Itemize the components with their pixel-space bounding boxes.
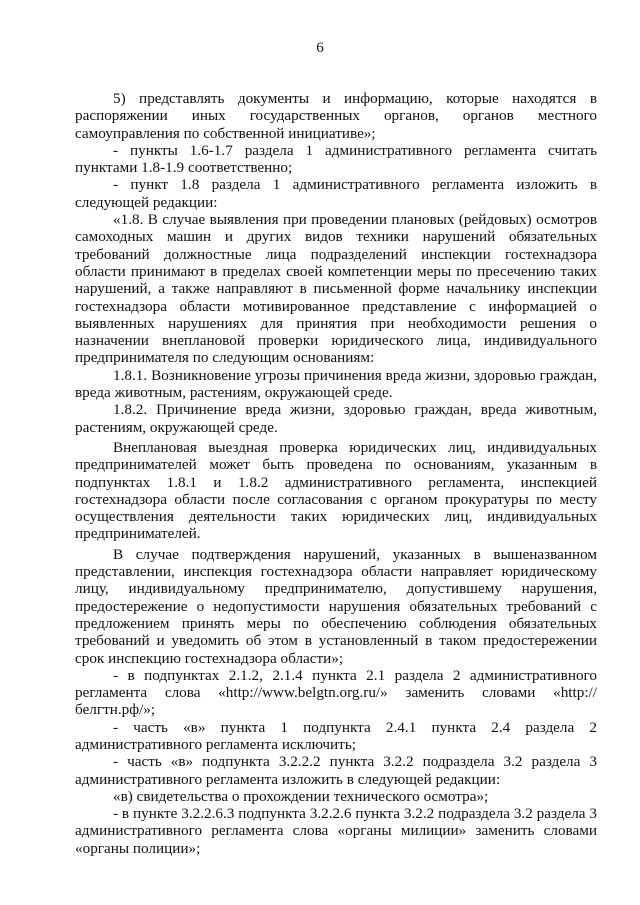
document-body	[75, 90, 597, 857]
paragraph-violation-confirmation: В случае подтверждения нарушений, указанных в вышеназванном представлении, инспекция гостехнадзора области направляет юридическому лицу, индивидуальному предпринимателю, допустившему нарушения, предостережение о недопустимости нарушения обязательных требований с предложением принять меры по обеспечению соблюдения обязательных требований и уведомить об этом в установленный в таком предостережении срок инспекцию гостехнадзора области»;	[75, 545, 597, 667]
paragraph-point-1-8-intro: - пункт 1.8 раздела 1 административного регламента изложить в следующей редакции:	[75, 176, 597, 211]
paragraph-part-v-redaction: - часть «в» подпункта 3.2.2.2 пункта 3.2.2 подраздела 3.2 раздела 3 административного регламента изложить в следующей редакции:	[75, 753, 597, 788]
page-number: 6	[316, 40, 324, 56]
paragraph-url-replacement: - в подпунктах 2.1.2, 2.1.4 пункта 2.1 раздела 2 административного регламента слова «http://www.belgtn.org.ru/» заменить словами «http://белгтн.рф/»;	[75, 666, 597, 719]
paragraph-item-5: 5) представлять документы и информацию, которые находятся в распоряжении иных государственных органов, органов местного самоуправления по собственной инициативе»;	[75, 90, 597, 142]
paragraph-point-1-8-2: 1.8.2. Причинение вреда жизни, здоровью граждан, вреда животным, растениям, окружающей среде.	[75, 401, 597, 436]
paragraph-renumber-points: - пункты 1.6-1.7 раздела 1 административного регламента считать пунктами 1.8-1.9 соответственно;	[75, 141, 597, 177]
paragraph-unscheduled-inspection: Внеплановая выездная проверка юридических лиц, индивидуальных предпринимателей может быть проведена по основаниям, указанным в подпунктах 1.8.1 и 1.8.2 административного регламента, инспекцией гостехнадзора области после согласования с органом прокуратуры по месту осуществления деятельности таких юридических лиц, индивидуальных предпринимателей.	[75, 438, 597, 543]
paragraph-point-1-8-1: 1.8.1. Возникновение угрозы причинения вреда жизни, здоровью граждан, вреда животным, растениям, окружающей среде.	[75, 366, 597, 402]
paragraph-police-replacement: - в пункте 3.2.2.6.3 подпункта 3.2.2.6 пункта 3.2.2 подраздела 3.2 раздела 3 административного регламента слова «органы милиции» заменить словами «органы полиции»;	[75, 805, 597, 857]
paragraph-inspection-certificate: «в) свидетельства о прохождении технического осмотра»;	[113, 787, 489, 805]
paragraph-point-1-8-text: «1.8. В случае выявления при проведении плановых (рейдовых) осмотров самоходных машин и других видов техники нарушений обязательных требований должностные лица подразделений инспекции гостехнадзора области принимают в пределах своей компетенции меры по пресечению таких нарушений, а также направляют в письменной форме начальнику инспекции гостехнадзора области мотивированное представление с информацией о выявленных нарушениях для принятия при необходимости решения о назначении внеплановой проверки юридического лица, индивидуального предпринимателя по следующим основаниям:	[75, 211, 597, 367]
paragraph-part-v-exclusion: - часть «в» пункта 1 подпункта 2.4.1 пункта 2.4 раздела 2 административного регламента исключить;	[75, 718, 597, 753]
